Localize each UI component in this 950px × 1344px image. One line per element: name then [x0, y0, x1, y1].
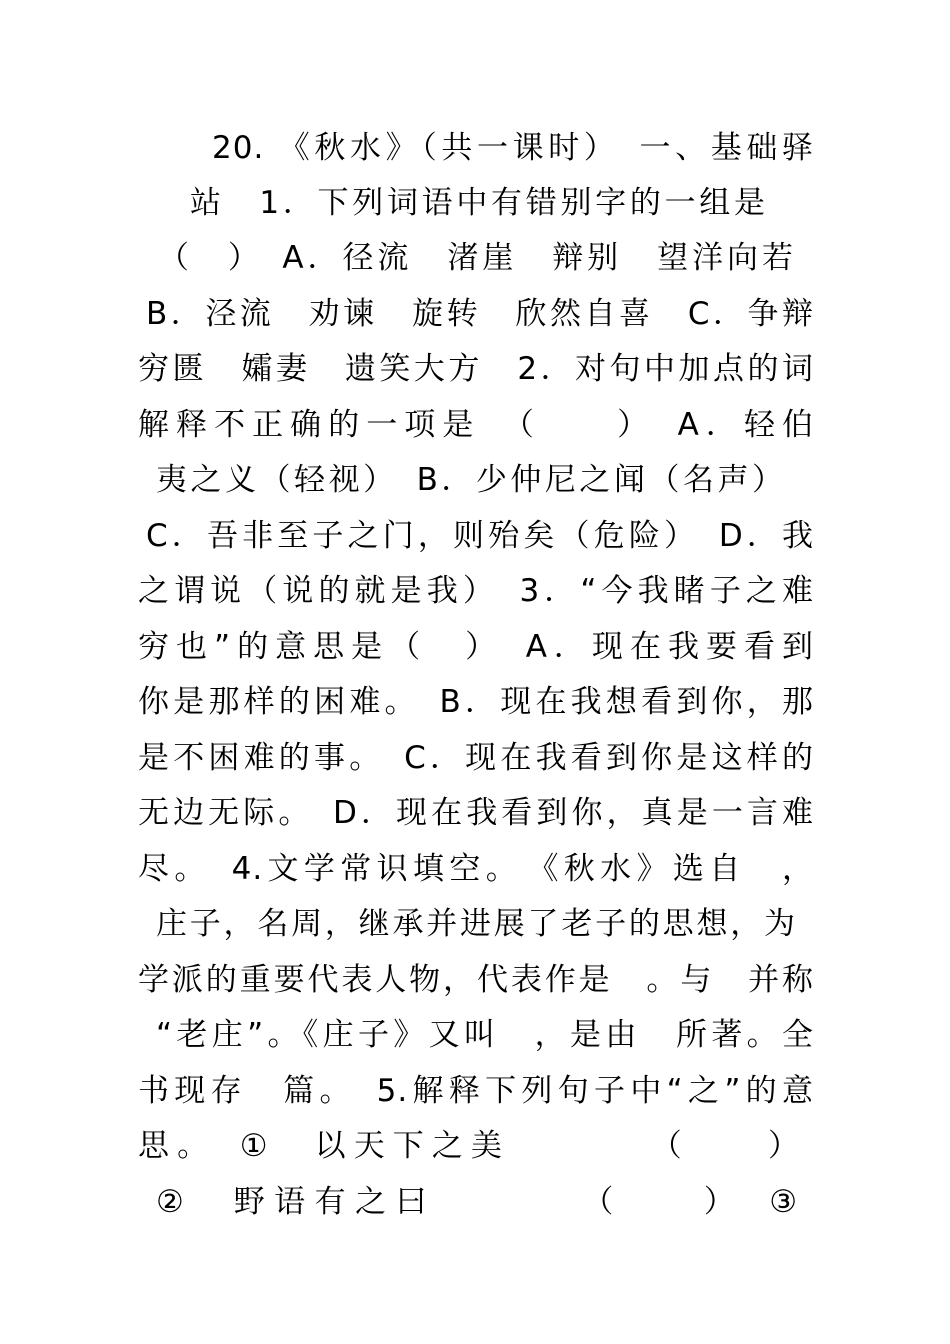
text-line-16: 学派的重要代表人物，代表作是 。与 并称 [138, 962, 814, 998]
text-line-2: 站 1．下列词语中有错别字的一组是 [190, 185, 766, 221]
text-line-8: C．吾非至子之门，则殆矣（危险） D．我 [146, 518, 814, 554]
text-line-9: 之谓说（说的就是我） 3．“今我睹子之难 [138, 573, 814, 609]
text-line-4: B．泾流 劝谏 旋转 欣然自喜 C．争辩 [146, 296, 814, 332]
text-line-19: 思。 ① 以天下之美 （ ） [138, 1128, 800, 1164]
text-line-3: （ ） A．径流 渚崖 辩别 望洋向若 [158, 240, 794, 276]
text-line-6: 解释不正确的一项是 （ ） A．轻伯 [138, 407, 814, 443]
text-line-14: 尽。 4.文学常识填空。 《秋水》选自 ， [138, 851, 814, 887]
text-line-15: 庄子，名周，继承并进展了老子的思想，为 [156, 906, 796, 942]
text-line-17: “老庄”。《庄子》又叫 ，是由 所著。全 [156, 1017, 814, 1053]
text-line-11: 你是那样的困难。 B．现在我想看到你，那 [138, 684, 814, 720]
text-line-10: 穷也”的意思是（ ） A．现在我要看到 [138, 629, 814, 665]
text-line-5: 穷匮 孀妻 遗笑大方 2．对句中加点的词 [138, 351, 814, 387]
text-line-18: 书现存 篇。 5.解释下列句子中“之”的意 [138, 1073, 814, 1109]
text-line-1: 20. 《秋水》（共一课时） 一、基础驿 [212, 130, 814, 166]
text-line-12: 是不困难的事。 C．现在我看到你是这样的 [138, 740, 814, 776]
text-line-20: ② 野语有之曰 （ ） ③ [156, 1184, 798, 1220]
text-line-13: 无边无际。 D．现在我看到你，真是一言难 [138, 795, 814, 831]
text-line-7: 夷之义（轻视） B．少仲尼之闻（名声） [156, 462, 784, 498]
